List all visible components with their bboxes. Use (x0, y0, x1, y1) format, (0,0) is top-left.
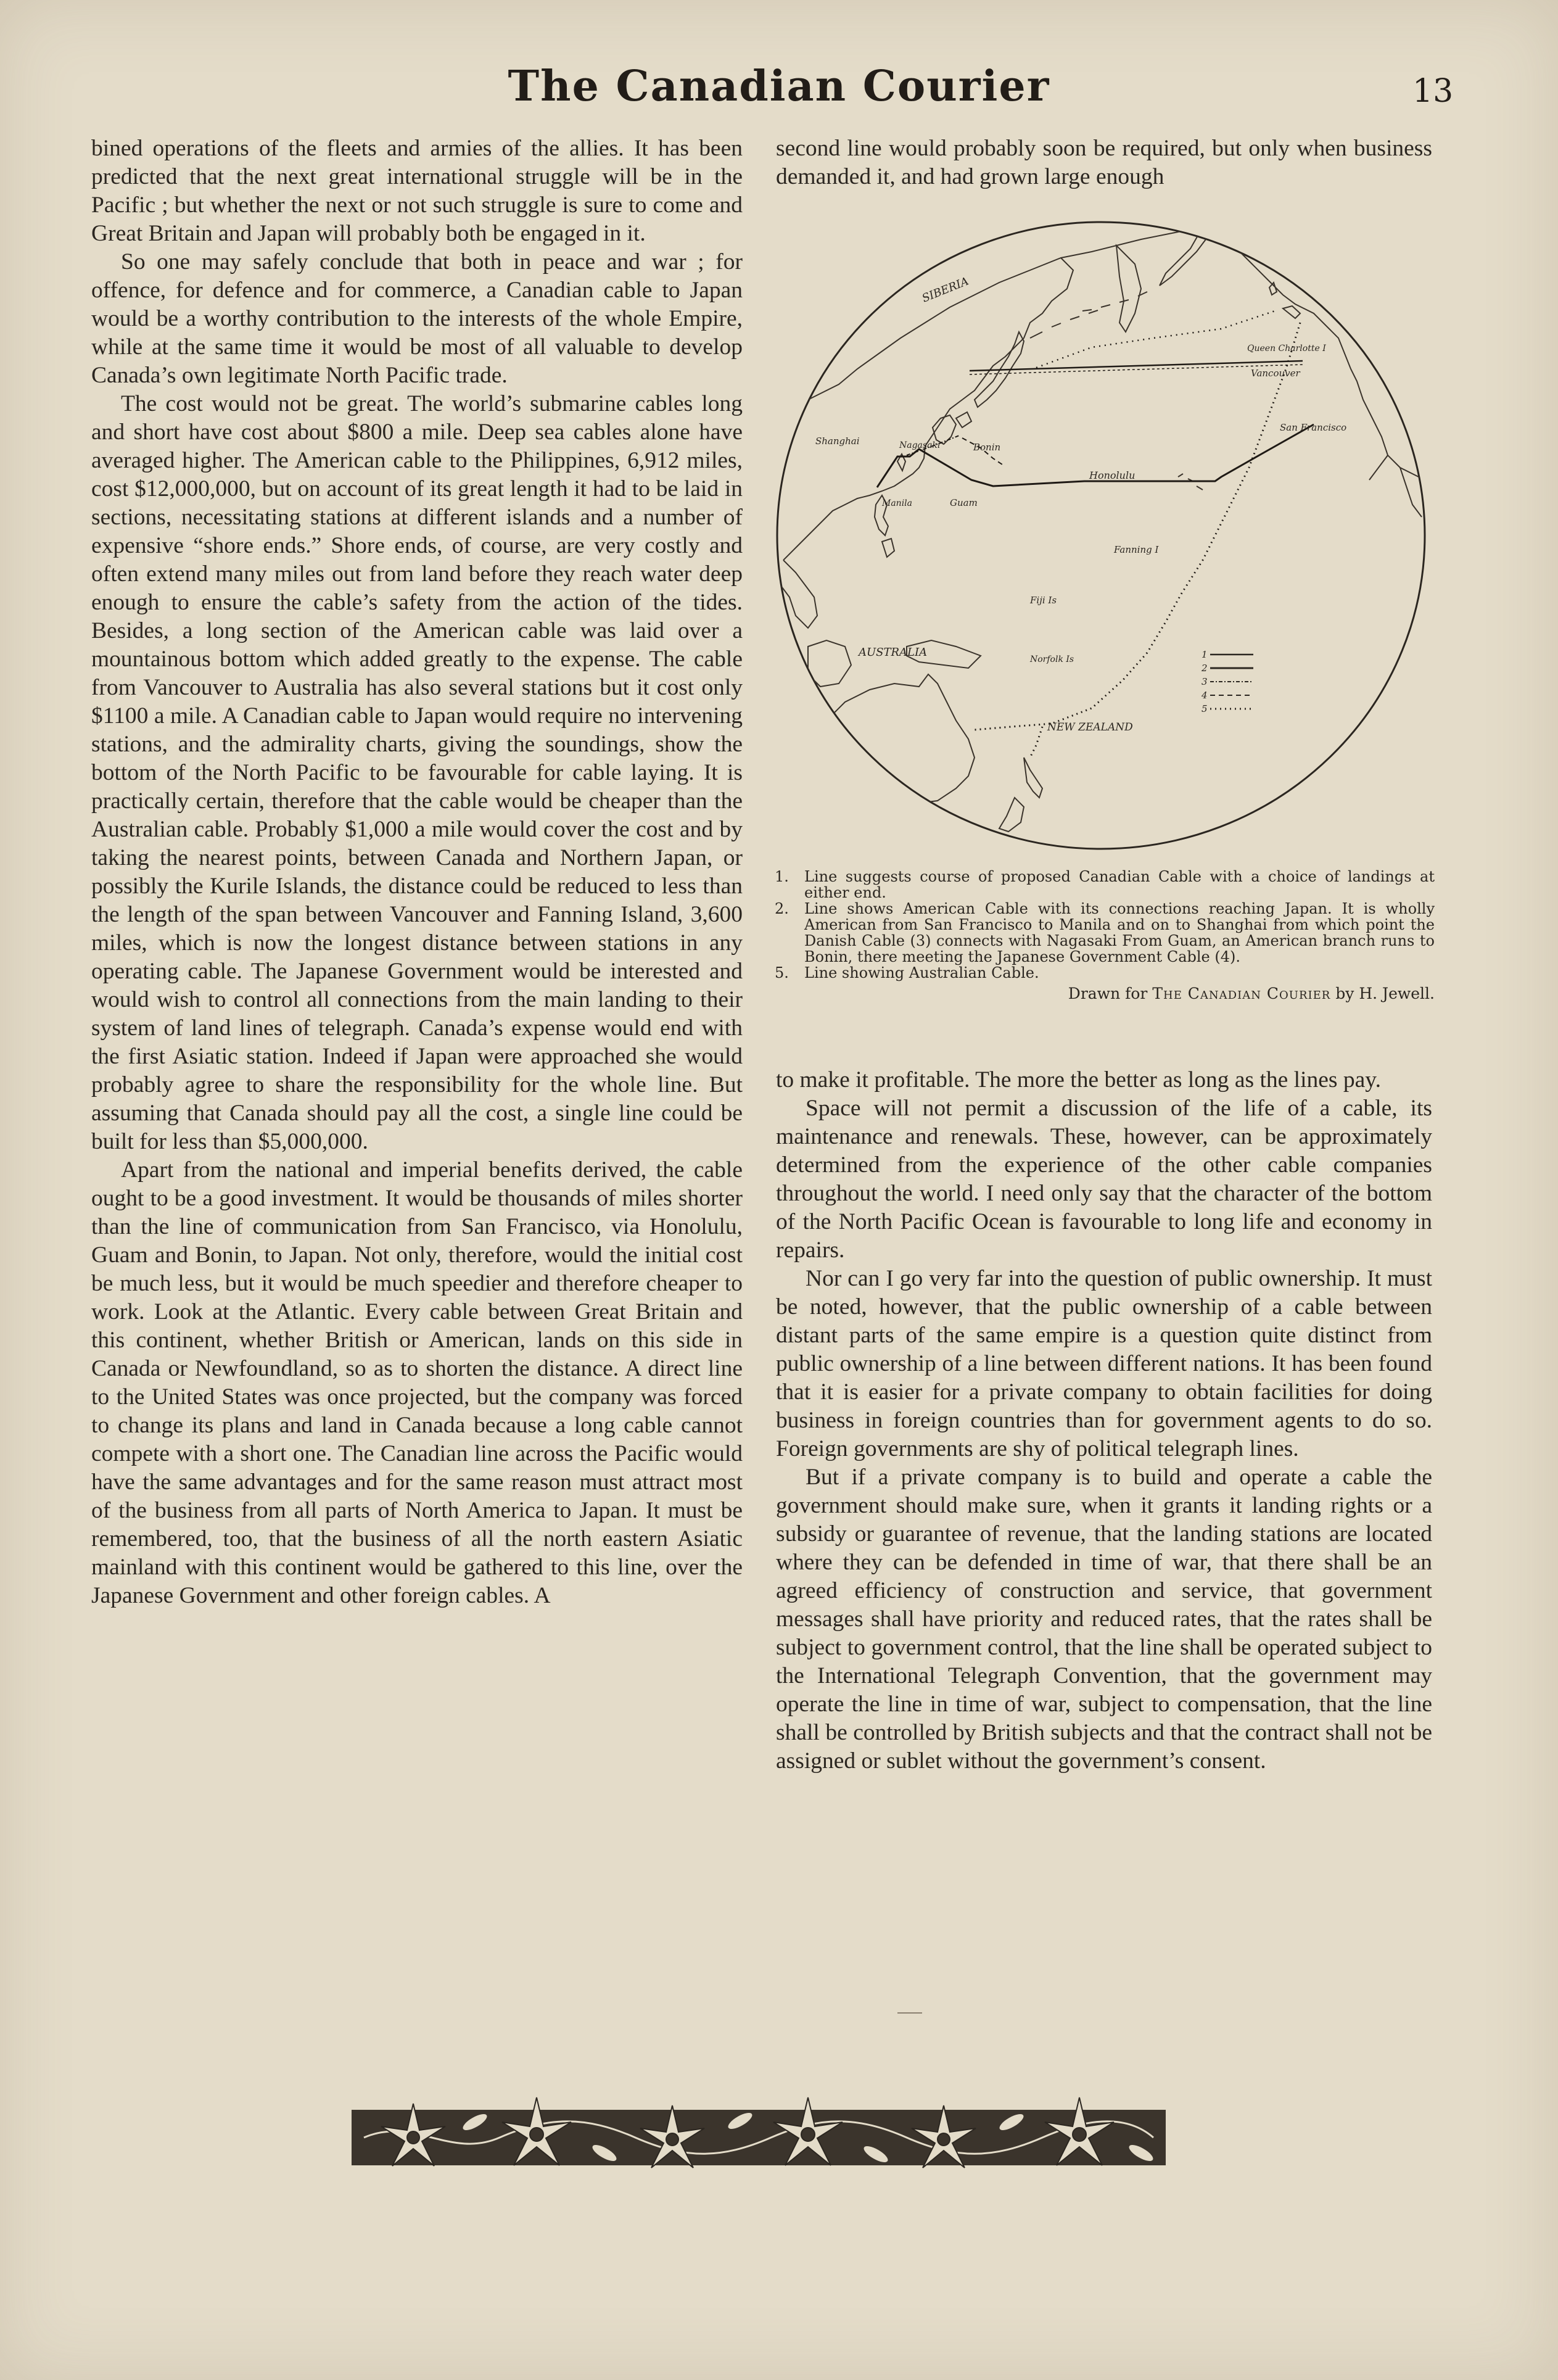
label-siberia: SIBERIA (920, 275, 971, 305)
cable-map-svg (771, 215, 1431, 856)
left-paragraph-4: Apart from the national and imperial benefits derived, the cable ought to be a good investment. It would be thousands of miles shorter than the line of communication from San Francisco, via Honolulu, Guam and Bonin, to Japan. Not only, therefore, would the initial cost be much less, but it would be much speedier and therefore cheaper to work. Look at the Atlantic. Every cable between Great Britain and this continent, whether British or American, lands on this side in Canada or Newfoundland, so as to shorten the distance. A direct line to the United States was once projected, but the company was forced to change its plans and land in Canada because a long cable cannot compete with a short one. The Canadian line across the Pacific would have the same advantages and for the same reason must attract most of the business from all parts of North America to Japan. It must be remembered, too, that the business of all the north eastern Asiatic mainland with this continent would be gathered to this line, over the Japanese Government and other foreign cables. A (91, 1157, 743, 1608)
right-paragraph-1: to make it profitable. The more the better as long as the lines pay. (776, 1067, 1381, 1093)
caption-num-1: 1. (775, 868, 789, 885)
credit-prefix: Drawn for (1068, 985, 1148, 1002)
credit-publication: The Canadian Courier (1152, 985, 1331, 1002)
right-top-paragraph: second line would probably soon be required, but only when business demanded it, and had grown large enough (776, 136, 1432, 189)
label-honolulu: Honolulu (1089, 469, 1136, 481)
caption-text-2: Line shows American Cable with its connections reaching Japan. It is wholly American from San Francisco to Manila and on to Shanghai from which point the Danish Cable (3) connects with Nagasaki From Guam, an American branch runs to Bonin, there meeting the Japanese Government Cable (4). (804, 900, 1435, 965)
legend-label-4: 4 (1201, 690, 1208, 701)
legend-label-1: 1 (1201, 649, 1208, 660)
new-zealand-outline (999, 758, 1042, 832)
label-australia: AUSTRALIA (859, 646, 928, 659)
cable-map (771, 215, 1431, 856)
caption-item-2 (775, 901, 1435, 965)
small-divider (897, 2012, 922, 2014)
left-column (91, 134, 743, 1610)
label-manila: Manila (882, 498, 912, 508)
label-fanning: Fanning I (1114, 544, 1159, 555)
mexico-coast (1369, 455, 1422, 517)
australia-outline (820, 674, 975, 804)
caption-text-3: Line showing Australian Cable. (804, 964, 1039, 981)
left-paragraph-1: bined operations of the fleets and armies of the allies. It has been predicted that the next great international struggle will be in the Pacific ; but whether the next or not such struggle is sure to come and Great Britain and Japan will probably both be engaged in it. (91, 136, 743, 246)
indochina (780, 560, 817, 628)
ornament-svg (327, 2073, 1190, 2202)
label-bonin: Bonin (973, 442, 1001, 453)
map-credit (775, 986, 1435, 1002)
japan-islands (956, 332, 1024, 428)
label-san-francisco: San Francisco (1280, 422, 1347, 433)
label-fiji: Fiji Is (1030, 595, 1057, 606)
kamchatka (1116, 246, 1141, 332)
map-legend (1201, 649, 1253, 714)
caption-num-3: 5. (775, 964, 789, 981)
label-nagasaki: Nagasaki (899, 440, 941, 450)
caption-text-1: Line suggests course of proposed Canadian Cable with a choice of landings at either end. (804, 868, 1435, 901)
label-new-zealand: NEW ZEALAND (1047, 721, 1133, 733)
globe-outline (777, 222, 1425, 849)
right-paragraph-3: Nor can I go very far into the question of public ownership. It must be noted, however, that the public ownership of a cable between distant parts of the same empire is a question quite distinct from public ownership of a line between different nations. It has been found that it is easier for a private company to obtain facilities for doing business in foreign countries than for government agents to do so. Foreign governments are shy of political telegraph lines. (776, 1266, 1432, 1461)
line-5-nz-branch (1030, 727, 1042, 758)
page-title: The Canadian Courier (508, 62, 1050, 111)
north-america-coastline (1172, 227, 1425, 480)
left-paragraph-2: So one may safely conclude that both in peace and war ; for offence, for defence and for commerce, a Canadian cable to Japan would be a worthy contribution to the interests of the whole Empire, while at the same time it would be most of all valuable to develop Canada’s own legitimate North Pacific trade. (91, 249, 743, 388)
page-number: 13 (1412, 73, 1454, 110)
right-paragraph-2: Space will not permit a discussion of the life of a cable, its maintenance and renewals. These, however, can be approximately determined from the experience of the other cable companies throughout the world. I need only say that the character of the bottom of the North Pacific Ocean is favourable to long life and economy in repairs. (776, 1096, 1432, 1263)
label-guam: Guam (950, 497, 978, 508)
map-caption (775, 869, 1435, 1002)
label-shanghai: Shanghai (815, 436, 860, 447)
right-paragraph-4: But if a private company is to build and operate a cable the government should make sure, when it grants it landing rights or a subsidy or guarantee of revenue, that the landing stations are located where they can be defended in time of war, that there shall be an agreed efficiency of construction and service, that government messages shall have priority and reduced rates, that the rates shall be subject to government control, that the line shall be operated subject to the International Telegraph Convention, that the government may operate the line in time of war, subject to compensation, that the line shall be controlled by British subjects and that the contract shall not be assigned or sublet without the government’s consent. (776, 1465, 1432, 1774)
right-column-top (776, 134, 1432, 191)
caption-num-2: 2. (775, 900, 789, 917)
floral-ornament (327, 2073, 1190, 2202)
label-queen-charlotte: Queen Charlotte I (1247, 344, 1326, 353)
legend-label-2: 2 (1201, 663, 1208, 674)
caption-item-1 (775, 869, 1435, 901)
legend-label-3: 3 (1201, 676, 1208, 687)
caption-item-3 (775, 965, 1435, 981)
label-norfolk: Norfolk Is (1030, 655, 1074, 664)
right-column-bottom (776, 1066, 1432, 1775)
credit-suffix: by H. Jewell. (1335, 985, 1435, 1002)
legend-label-5: 5 (1201, 703, 1208, 714)
label-vancouver: Vancouver (1251, 368, 1300, 379)
left-paragraph-3: The cost would not be great. The world’s submarine cables long and short have cost about $800 a mile. Deep sea cables alone have averaged higher. The American cable to the Philippines, 6,912 miles, cost $12,000,000, but on account of its great length it had to be laid in sections, necessitating stations at different islands and a number of expensive “shore ends.” Shore ends, of course, are very costly and often extend many miles out from land before they reach water deep enough to ensure the cable’s safety from the action of the tides. Besides, a long section of the American cable was laid over a mountainous bottom which added greatly to the expense. The cable from Vancouver to Australia has also several stations but it cost only $1100 a mile. A Canadian cable to Japan would require no intervening stations, and the admirality charts, giving the soundings, show the bottom of the North Pacific to be favourable for cable laying. It is practically certain, therefore that the cable would be cheaper than the Australian cable. Probably $1,000 a mile would cover the cost and by taking the nearest points, between Canada and Northern Japan, or possibly the Kurile Islands, the distance could be reduced to less than the length of the span between Vancouver and Fanning Island, 3,600 miles, which is now the longest distance between stations in any operating cable. The Japanese Government would be interested and would wish to control all connections from the main landing to their system of land lines of telegraph. Canada’s expense would end with the first Asiatic station. Indeed if Japan were approached she would probably agree to share the responsibility for the whole line. But assuming that Canada should pay all the cost, a single line could be built for less than $5,000,000. (91, 391, 743, 1154)
vancouver-island (1283, 306, 1300, 318)
